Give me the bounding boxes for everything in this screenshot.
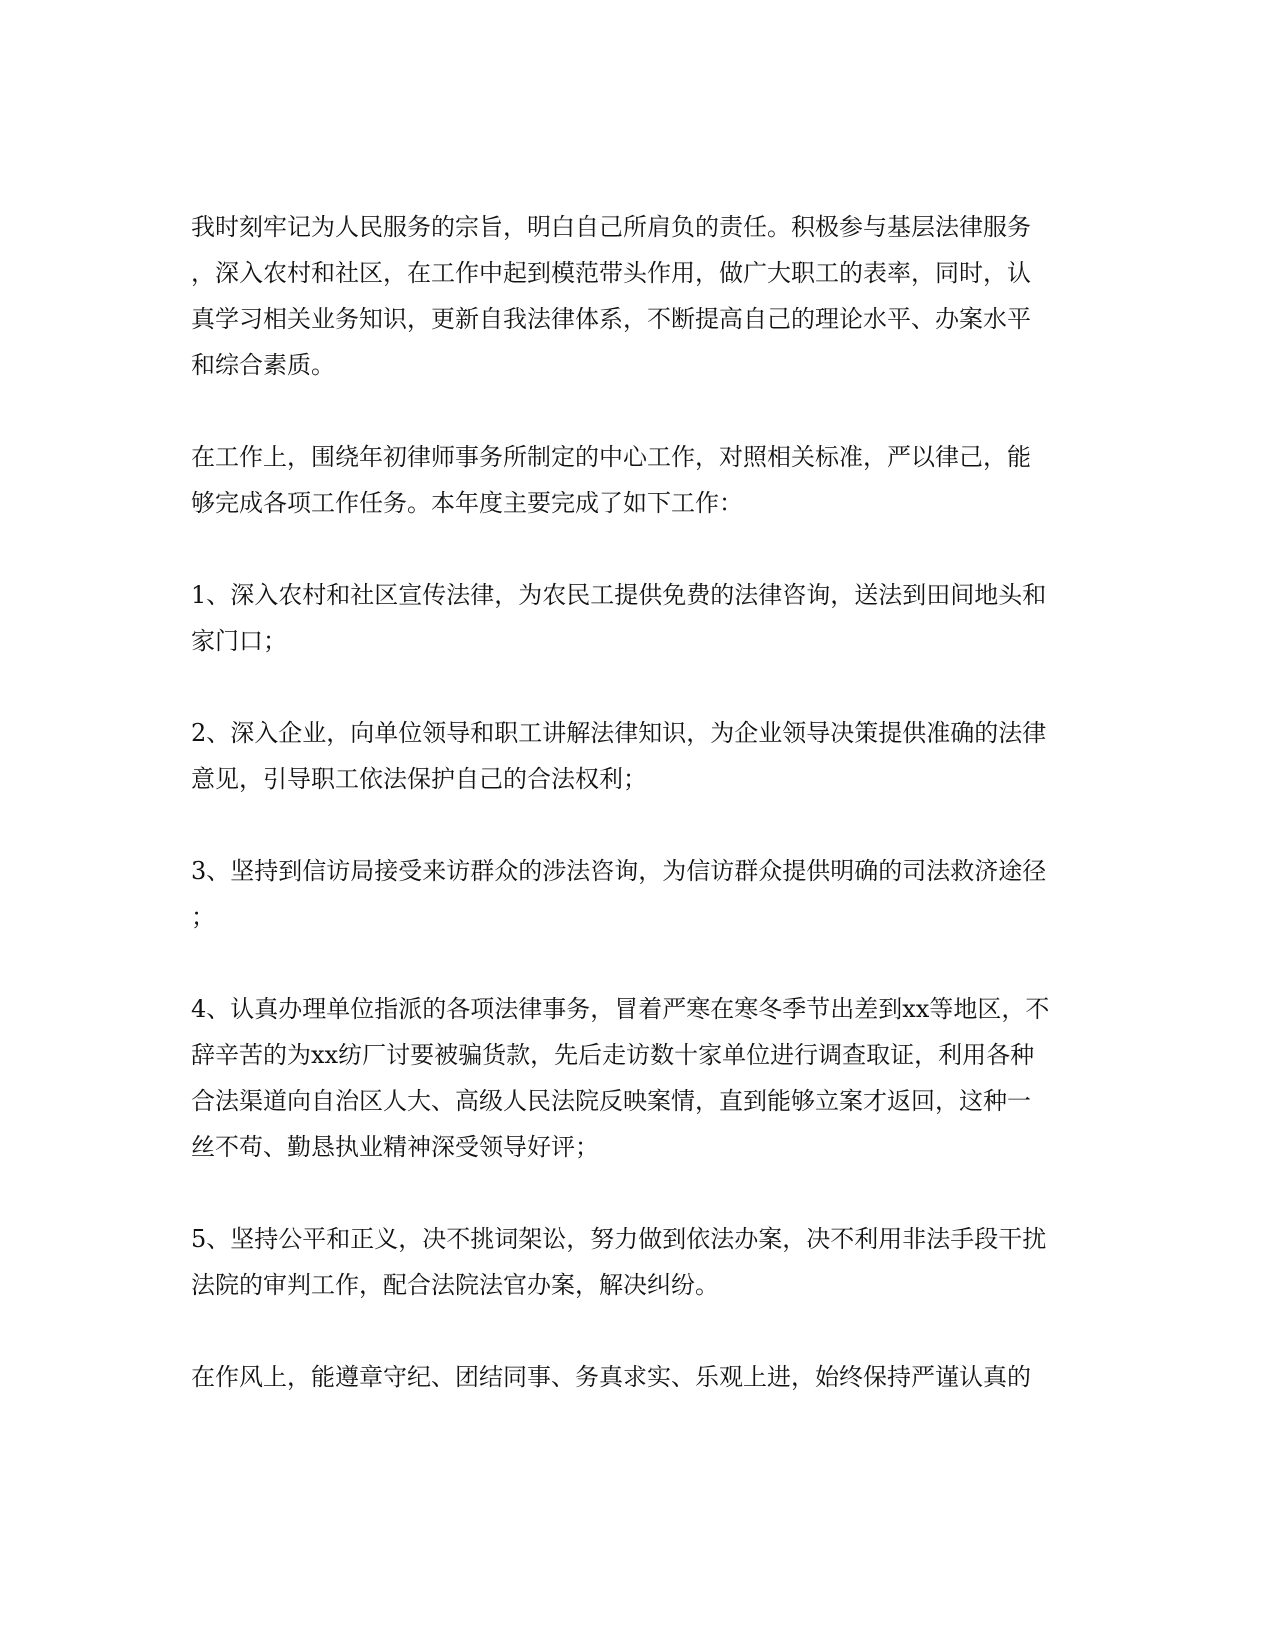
text-line: 1、深入农村和社区宣传法律，为农民工提供免费的法律咨询，送法到田间地头和 <box>191 581 1047 609</box>
document-body <box>191 204 1071 1446</box>
text-line: 合法渠道向自治区人大、高级人民法院反映案情，直到能够立案才返回，这种一 <box>191 1087 1031 1115</box>
paragraph-work-overview <box>191 434 1071 526</box>
text-line: 真学习相关业务知识，更新自我法律体系，不断提高自己的理论水平、办案水平 <box>191 305 1031 333</box>
list-item-4 <box>191 986 1071 1170</box>
text-line: 在工作上，围绕年初律师事务所制定的中心工作，对照相关标准，严以律己，能 <box>191 443 1031 471</box>
list-item-1 <box>191 572 1071 664</box>
text-line: 在作风上，能遵章守纪、团结同事、务真求实、乐观上进，始终保持严谨认真的 <box>191 1363 1031 1391</box>
list-item-5 <box>191 1216 1071 1308</box>
text-line: 够完成各项工作任务。本年度主要完成了如下工作： <box>191 489 743 517</box>
text-line: 法院的审判工作，配合法院法官办案，解决纠纷。 <box>191 1271 719 1299</box>
text-line: ，深入农村和社区，在工作中起到模范带头作用，做广大职工的表率，同时，认 <box>191 259 1031 287</box>
text-line: ； <box>191 903 215 931</box>
list-item-3 <box>191 848 1071 940</box>
text-line: 和综合素质。 <box>191 351 335 379</box>
text-line: 意见，引导职工依法保护自己的合法权利； <box>191 765 647 793</box>
paragraph-service-purpose <box>191 204 1071 388</box>
text-line: 3、坚持到信访局接受来访群众的涉法咨询，为信访群众提供明确的司法救济途径 <box>191 857 1047 885</box>
text-line: 我时刻牢记为人民服务的宗旨，明白自己所肩负的责任。积极参与基层法律服务 <box>191 213 1031 241</box>
text-line: 4、认真办理单位指派的各项法律事务，冒着严寒在寒冬季节出差到xx等地区，不 <box>191 995 1050 1023</box>
text-line: 丝不苟、勤恳执业精神深受领导好评； <box>191 1133 599 1161</box>
text-line: 2、深入企业，向单位领导和职工讲解法律知识，为企业领导决策提供准确的法律 <box>191 719 1047 747</box>
text-line: 5、坚持公平和正义，决不挑词架讼，努力做到依法办案，决不利用非法手段干扰 <box>191 1225 1047 1253</box>
text-line: 家门口； <box>191 627 287 655</box>
paragraph-work-style <box>191 1354 1071 1400</box>
list-item-2 <box>191 710 1071 802</box>
text-line: 辞辛苦的为xx纺厂讨要被骗货款，先后走访数十家单位进行调查取证，利用各种 <box>191 1041 1035 1069</box>
